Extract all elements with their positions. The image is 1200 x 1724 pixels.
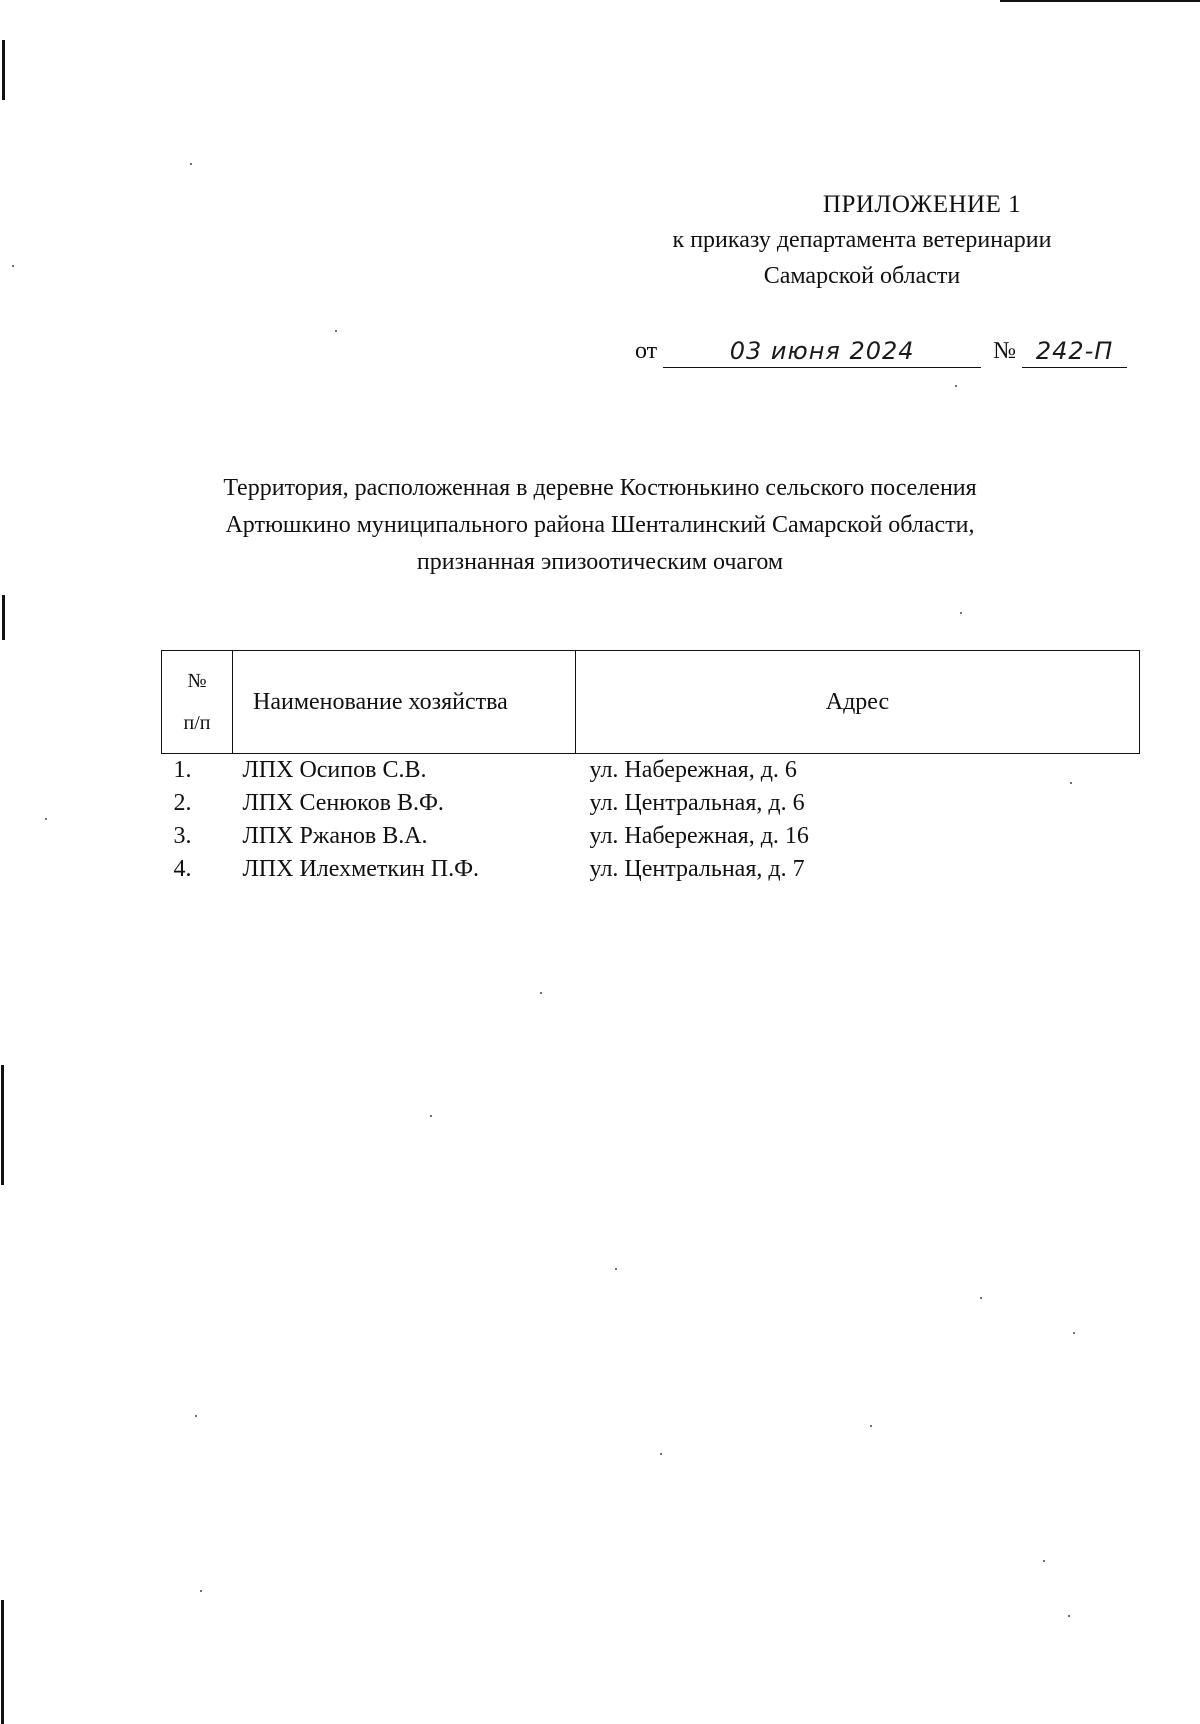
scan-speck <box>660 1453 662 1455</box>
scan-speck <box>45 818 47 820</box>
header-number-symbol: № <box>187 670 207 692</box>
row-address: ул. Центральная, д. 7 <box>589 856 805 882</box>
scan-edge-mark <box>2 40 5 100</box>
row-address: ул. Набережная, д. 16 <box>589 823 809 849</box>
scan-edge-mark <box>2 595 5 640</box>
row-number: 4. <box>173 856 192 882</box>
heading-line: Артюшкино муниципального района Шенталинский Самарской области, <box>225 512 975 538</box>
scan-speck <box>430 1115 432 1117</box>
heading-line: Территория, расположенная в деревне Костюнькино сельского поселения <box>223 475 977 501</box>
order-details <box>635 328 1135 368</box>
order-number-label: № <box>993 338 1017 364</box>
row-address: ул. Центральная, д. 6 <box>589 790 805 816</box>
scan-speck <box>1073 1332 1075 1334</box>
scan-edge-mark <box>1 1065 4 1185</box>
scan-speck <box>200 1590 202 1592</box>
table-header-row <box>162 651 1140 754</box>
scan-speck <box>195 1415 197 1417</box>
heading-line: признанная эпизоотическим очагом <box>416 549 784 575</box>
row-farm-name: ЛПХ Ржанов В.А. <box>242 823 428 849</box>
scan-speck <box>1068 1615 1070 1617</box>
scan-speck <box>870 1425 872 1427</box>
row-address: ул. Набережная, д. 6 <box>589 757 797 783</box>
header-farm-name: Наименование хозяйства <box>233 651 576 754</box>
scan-speck <box>615 1268 617 1270</box>
order-number: 242-П <box>1022 336 1127 368</box>
header-address: Адрес <box>576 651 1140 754</box>
table-row <box>162 787 1140 820</box>
scan-speck <box>960 612 962 614</box>
scan-speck <box>955 385 957 387</box>
scan-edge-mark <box>1000 0 1200 2</box>
table-row <box>162 754 1140 788</box>
table-row <box>162 853 1140 886</box>
appendix-order-ref: к приказу департамента ветеринарии <box>672 227 1052 253</box>
scan-speck <box>12 265 14 267</box>
document-heading <box>120 470 1080 581</box>
farms-table <box>161 650 1140 886</box>
appendix-region: Самарской области <box>763 263 961 289</box>
scan-speck <box>1043 1560 1045 1562</box>
row-farm-name: ЛПХ Осипов С.В. <box>242 757 427 783</box>
scan-speck <box>190 163 192 165</box>
table-row <box>162 820 1140 853</box>
row-farm-name: ЛПХ Илехметкин П.Ф. <box>242 856 480 882</box>
scan-edge-mark <box>1 1600 4 1724</box>
scan-speck <box>335 330 337 332</box>
header-number <box>162 651 233 754</box>
row-number: 2. <box>173 790 192 816</box>
appendix-title: ПРИЛОЖЕНИЕ 1 <box>822 191 1022 218</box>
header-number-abbr: п/п <box>183 712 211 734</box>
row-number: 1. <box>173 757 192 783</box>
scan-speck <box>980 1297 982 1299</box>
order-date: 03 июня 2024 <box>663 336 981 368</box>
appendix-header <box>602 188 1122 294</box>
row-number: 3. <box>173 823 192 849</box>
row-farm-name: ЛПХ Сенюков В.Ф. <box>242 790 444 816</box>
order-from-label: от <box>635 338 658 364</box>
scan-speck <box>540 992 542 994</box>
